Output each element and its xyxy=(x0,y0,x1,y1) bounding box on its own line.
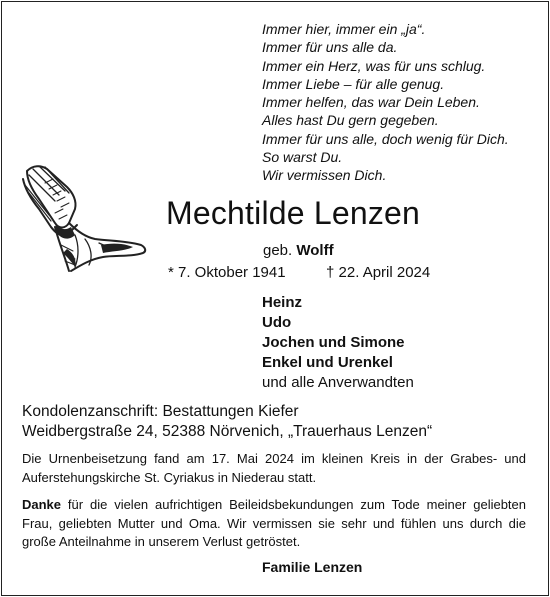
poem-line: So warst Du. xyxy=(262,149,343,166)
thanks-text: für die vielen aufrichtigen Beileidsbekundungen zum Tode meiner geliebten Frau, geliebten Mutter und Oma. Wir vermissen sie sehr und fühlen uns durch die große Anteilnahme in unserem Verlust getröstet. xyxy=(22,497,526,549)
thanks-paragraph xyxy=(22,496,526,552)
life-dates xyxy=(168,264,431,281)
burial-paragraph: Die Urnenbeisetzung fand am 17. Mai 2024 im kleinen Kreis in der Grabes- und Auferstehungskirche St. Cyriakus in Niederau statt. xyxy=(22,451,526,485)
condolence-address xyxy=(22,402,432,442)
mourners-tail: und alle Anverwandten xyxy=(262,374,414,392)
poem-line: Immer helfen, das war Dein Leben. xyxy=(262,94,480,111)
poem-line: Immer für uns alle da. xyxy=(262,39,398,56)
signature: Familie Lenzen xyxy=(262,559,363,575)
mourner-name: Udo xyxy=(262,314,292,332)
mourners-list xyxy=(262,293,414,393)
birth-date: * 7. Oktober 1941 xyxy=(168,264,286,281)
poem-line: Alles hast Du gern gegeben. xyxy=(262,112,439,129)
poem-line: Immer für uns alle, doch wenig für Dich. xyxy=(262,130,509,147)
mourner-name: Heinz xyxy=(262,294,303,311)
death-date: † 22. April 2024 xyxy=(326,264,431,281)
nee-prefix: geb. xyxy=(263,242,293,259)
mourner-name: Jochen und Simone xyxy=(262,334,405,352)
deceased-name: Mechtilde Lenzen xyxy=(166,195,421,231)
condolence-line: Kondolenzanschrift: Bestattungen Kiefer xyxy=(22,403,299,420)
condolence-line: Weidbergstraße 24, 52388 Nörvenich, „Trauerhaus Lenzen“ xyxy=(22,423,433,440)
praying-hands-icon xyxy=(15,153,150,276)
poem-line: Wir vermissen Dich. xyxy=(262,167,387,184)
poem-line: Immer hier, immer ein „ja“. xyxy=(262,21,426,37)
thanks-lead: Danke xyxy=(22,497,62,512)
poem-line: Immer ein Herz, was für uns schlug. xyxy=(262,57,486,74)
nee-name: Wolff xyxy=(296,242,334,259)
poem xyxy=(262,20,509,185)
poem-line: Immer Liebe – für alle genug. xyxy=(262,75,445,92)
birth-name xyxy=(263,242,334,259)
mourner-name: Enkel und Urenkel xyxy=(262,354,393,372)
